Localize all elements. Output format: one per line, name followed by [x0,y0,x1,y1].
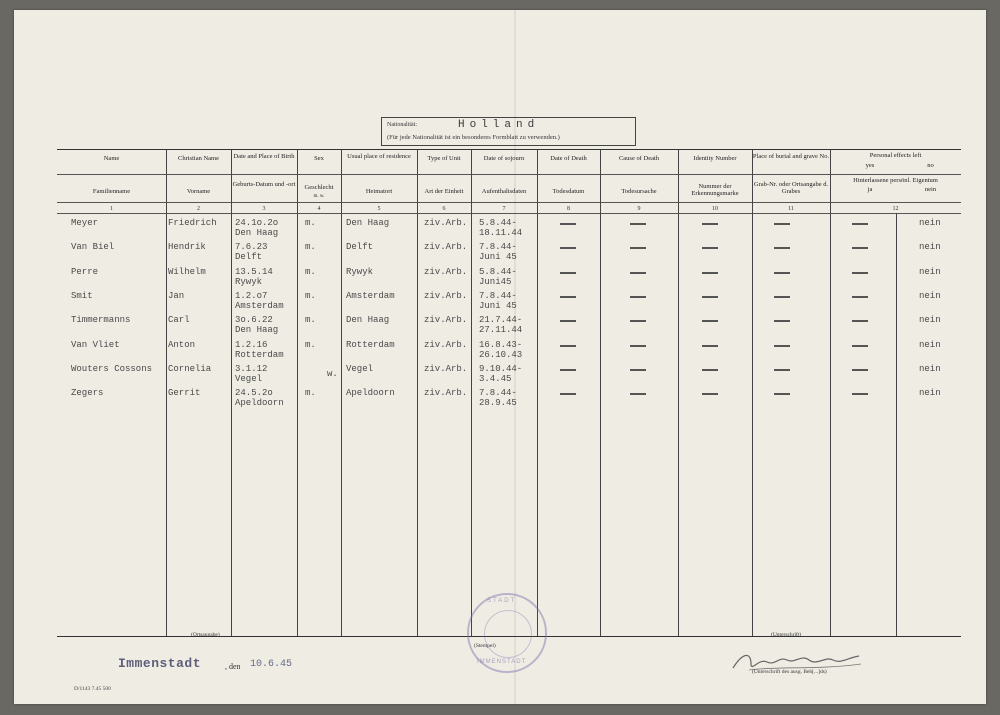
header-christian-de: Vorname [186,188,211,195]
blank-dash [560,393,576,395]
cell-birth1: 3.1.12 [235,363,268,374]
col-divider [471,150,472,636]
header-sojourn-en: Date of sojourn [483,155,525,162]
header-effects-nein: nein [924,186,937,193]
place-value: Immenstadt [118,656,202,671]
cell-birth1: 3o.6.22 [235,315,273,326]
date-prefix: , den [225,662,241,671]
signature-sub: (Unterschrift des ausg. Beh[...]ds) [752,669,827,675]
blank-dash [560,320,576,322]
nationality-note: (Für jede Nationalität ist ein besonderes Formblatt zu verwenden.) [387,134,560,141]
register-table [57,149,961,637]
blank-dash [702,247,718,249]
cell-sex-m: m. [305,315,316,326]
place-label: (Ortsangabe) [191,632,220,638]
cell-unit: ziv.Arb. [424,290,468,301]
cell-birth1: 1.2.o7 [235,290,268,301]
cell-sex-m: m. [305,266,316,277]
nationality-box [381,117,636,146]
cell-stay1: 7.8.44- [479,242,517,253]
header-unit-en: Type of Unit [427,155,461,162]
blank-dash [630,320,646,322]
cell-first: Gerrit [168,388,201,399]
col-number: 6 [442,206,446,212]
cell-sex-w: w. [327,368,338,379]
cell-stay1: 5.8.44- [479,218,517,228]
cell-stay1: 7.8.44- [479,290,517,301]
col-divider [166,150,167,636]
col-number: 10 [712,206,718,212]
cell-unit: ziv.Arb. [424,218,468,228]
nationality-value: Holland [458,119,540,131]
cell-surname: Perre [71,266,99,277]
cell-birth2: Amsterdam [235,300,284,311]
col-divider [537,150,538,636]
blank-dash [560,272,576,274]
cell-home: Amsterdam [346,290,395,301]
cell-surname: Van Vliet [71,339,120,350]
blank-dash [774,345,790,347]
blank-dash [702,296,718,298]
cell-first: Carl [168,315,190,326]
cell-stay2: 26.10.43 [479,349,523,360]
cell-effects: nein [919,242,941,253]
blank-dash [852,320,868,322]
blank-dash [852,369,868,371]
cell-first: Anton [168,339,196,350]
col-number: 1 [110,206,113,212]
stamp-inner-ring [484,610,532,658]
cell-stay2: Juni 45 [479,300,517,311]
blank-dash [852,296,868,298]
cell-sex-m: m. [305,339,316,350]
header-unit-de: Art der Einheit [424,188,464,195]
header-effects-yes: yes [865,162,875,169]
col-number: 2 [197,206,200,212]
col-number: 11 [788,206,794,212]
blank-dash [630,223,646,225]
cell-surname: Meyer [71,218,99,228]
cell-birth2: Den Haag [235,228,279,238]
blank-dash [852,247,868,249]
blank-dash [560,369,576,371]
col-divider [231,150,232,636]
header-death-date-de: Todesdatum [552,188,585,195]
cell-home: Apeldoorn [346,388,395,399]
cell-unit: ziv.Arb. [424,363,468,374]
header-birth-en: Date and Place of Birth [233,153,295,160]
col-divider [417,150,418,636]
header-divider [57,213,961,214]
blank-dash [702,272,718,274]
header-identity-de: Nummer der Erkennungsmarke [691,183,739,197]
blank-dash [702,223,718,225]
col-number: 9 [637,206,641,212]
header-divider [57,174,961,175]
col-divider [830,150,831,636]
cell-home: Rywyk [346,266,374,277]
cell-unit: ziv.Arb. [424,388,468,399]
header-death-cause-de: Todesursache [621,188,657,195]
blank-dash [560,247,576,249]
cell-birth1: 7.6.23 [235,242,268,253]
blank-dash [774,247,790,249]
blank-dash [852,223,868,225]
cell-first: Friedrich [168,218,217,228]
header-burial-de: Grab-Nr. oder Ortsangabe d. Grabes [753,181,829,195]
cell-home: Delft [346,242,374,253]
header-sex-sub: m. w. [313,194,325,199]
cell-stay2: Juni45 [479,276,512,287]
cell-surname: Van Biel [71,242,115,253]
cell-effects: nein [919,290,941,301]
header-residence-en: Usual place of residence [347,153,411,160]
header-burial-en: Place of burial and grave No. [752,153,830,160]
header-birth-de: Geburts-Datum und -ort [232,181,296,188]
cell-first: Hendrik [168,242,206,253]
header-effects-no: no [927,162,934,169]
blank-dash [774,272,790,274]
header-divider [57,202,961,203]
header-effects-ja: ja [867,186,873,193]
document-sheet [14,10,986,704]
stamp-text-bottom: IMMENSTADT [477,659,527,665]
cell-surname: Smit [71,290,93,301]
cell-birth2: Den Haag [235,325,279,336]
cell-effects: nein [919,315,941,326]
blank-dash [774,393,790,395]
cell-sex-m: m. [305,242,316,253]
cell-effects: nein [919,363,941,374]
cell-birth1: 24.5.2o [235,388,273,399]
cell-effects: nein [919,218,941,228]
header-name-en: Name [103,155,120,162]
cell-first: Jan [168,290,185,301]
blank-dash [560,296,576,298]
header-christian-en: Christian Name [178,155,219,162]
blank-dash [702,369,718,371]
blank-dash [774,369,790,371]
cell-stay1: 5.8.44- [479,266,517,277]
header-sex-de: Geschlecht [304,184,334,191]
blank-dash [774,320,790,322]
cell-stay2: 18.11.44 [479,228,523,238]
blank-dash [630,369,646,371]
blank-dash [774,296,790,298]
cell-home: Rotterdam [346,339,395,350]
blank-dash [702,345,718,347]
cell-birth1: 1.2.16 [235,339,268,350]
cell-home: Vegel [346,363,374,374]
cell-stay1: 9.10.44- [479,363,523,374]
col-divider [678,150,679,636]
form-code: D/1143 7.45 500 [74,686,111,692]
header-effects-en: Personal effects left [869,152,922,159]
cell-birth2: Rotterdam [235,349,284,360]
header-residence-de: Heimatort [365,188,393,195]
cell-sex-m: m. [305,388,316,399]
blank-dash [852,393,868,395]
blank-dash [630,345,646,347]
city-stamp [467,593,547,673]
nationality-label: Nationalität: [387,122,417,128]
cell-birth2: Vegel [235,373,263,384]
cell-home: Den Haag [346,218,390,228]
cell-stay1: 21.7.44- [479,315,523,326]
stamp-label: (Stempel) [474,643,496,649]
col-number: 7 [502,206,506,212]
cell-first: Wilhelm [168,266,206,277]
cell-stay2: 3.4.45 [479,373,512,384]
stamp-text-top: STADT [487,598,517,604]
date-value: 10.6.45 [250,659,293,670]
header-effects-de: Hinterlassene persönl. Eigentum [853,177,938,184]
cell-unit: ziv.Arb. [424,339,468,350]
col-number: 8 [567,206,570,212]
cell-effects: nein [919,266,941,277]
cell-first: Cornelia [168,363,212,374]
col-number: 3 [262,206,266,212]
blank-dash [630,272,646,274]
col-divider [297,150,298,636]
cell-stay1: 7.8.44- [479,388,517,399]
blank-dash [630,393,646,395]
cell-birth1: 24.1o.2o [235,218,279,228]
cell-birth2: Delft [235,252,263,263]
cell-home: Den Haag [346,315,390,326]
cell-unit: ziv.Arb. [424,242,468,253]
signature-label: (Unterschrift) [771,632,802,638]
col-divider [341,150,342,636]
cell-unit: ziv.Arb. [424,266,468,277]
cell-surname: Wouters Cossons [71,363,153,374]
cell-effects: nein [919,388,941,399]
blank-dash [560,223,576,225]
cell-stay2: 27.11.44 [479,325,523,336]
blank-dash [774,223,790,225]
cell-surname: Timmermanns [71,315,131,326]
col-divider [752,150,753,636]
header-sojourn-de: Aufenthaltsdaten [481,188,527,195]
blank-dash [560,345,576,347]
cell-stay2: 28.9.45 [479,398,517,409]
cell-surname: Zegers [71,388,104,399]
col-number: 5 [377,206,381,212]
cell-sex-m: m. [305,290,316,301]
cell-birth2: Rywyk [235,276,263,287]
cell-birth2: Apeldoorn [235,398,284,409]
header-death-date-en: Date of Death [550,155,587,162]
col-divider [600,150,601,636]
col-number: 4 [317,206,321,212]
cell-birth1: 13.5.14 [235,266,273,277]
cell-unit: ziv.Arb. [424,315,468,326]
header-death-cause-en: Cause of Death [618,155,660,162]
header-sex-en: Sex [314,155,324,162]
blank-dash [702,393,718,395]
col-divider [896,213,897,636]
blank-dash [852,345,868,347]
cell-sex-m: m. [305,218,316,228]
blank-dash [630,296,646,298]
blank-dash [630,247,646,249]
blank-dash [852,272,868,274]
cell-stay1: 16.8.43- [479,339,523,350]
blank-dash [702,320,718,322]
header-identity-en: Identity Number [693,155,737,162]
cell-effects: nein [919,339,941,350]
cell-stay2: Juni 45 [479,252,517,263]
header-name-de: Familienname [92,188,131,195]
col-number: 12 [892,206,899,212]
